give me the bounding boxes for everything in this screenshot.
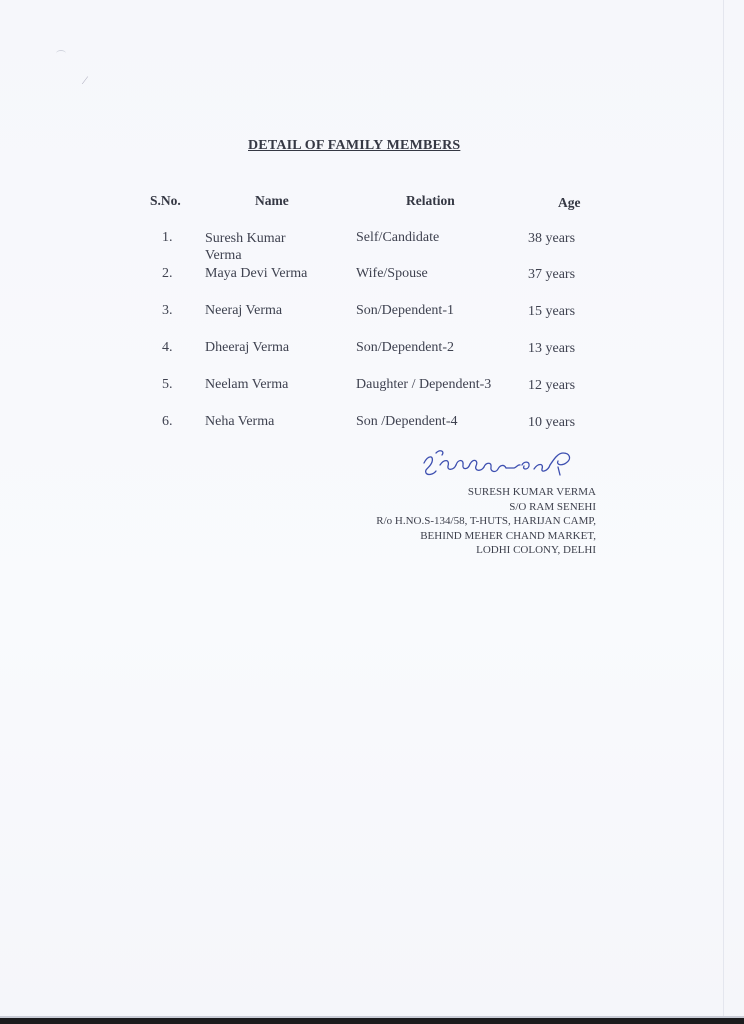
row-age: 10 years xyxy=(528,415,576,430)
page-edge xyxy=(723,0,724,1024)
row-age: 13 years xyxy=(528,341,576,356)
row-name: Maya Devi Verma xyxy=(205,266,308,281)
signatory-address xyxy=(376,485,596,558)
row-name: Neha Verma xyxy=(205,414,275,429)
row-relation: Son/Dependent-1 xyxy=(356,303,454,318)
row-relation: Daughter / Dependent-3 xyxy=(356,377,492,392)
handwritten-signature xyxy=(418,445,583,481)
header-name: Name xyxy=(255,193,289,208)
row-name: Dheeraj Verma xyxy=(205,340,290,355)
scan-border xyxy=(0,1018,744,1024)
row-name: Neeraj Verma xyxy=(205,303,283,318)
address-line: BEHIND MEHER CHAND MARKET, xyxy=(420,529,596,542)
row-name: Suresh Kumar Verma xyxy=(205,231,286,263)
row-sno: 2. xyxy=(162,266,173,281)
address-line: S/O RAM SENEHI xyxy=(509,500,596,513)
header-age: Age xyxy=(558,195,581,210)
row-age: 12 years xyxy=(528,378,576,393)
row-sno: 1. xyxy=(162,230,173,245)
row-relation: Self/Candidate xyxy=(356,230,440,245)
address-line: LODHI COLONY, DELHI xyxy=(476,544,596,556)
row-relation: Wife/Spouse xyxy=(356,266,428,281)
row-sno: 4. xyxy=(162,340,173,355)
row-age: 15 years xyxy=(528,304,576,319)
row-sno: 5. xyxy=(162,377,173,392)
row-age: 37 years xyxy=(528,267,576,282)
row-relation: Son/Dependent-2 xyxy=(356,340,454,355)
row-sno: 6. xyxy=(162,414,173,429)
address-line: SURESH KUMAR VERMA xyxy=(467,486,596,498)
document-title: DETAIL OF FAMILY MEMBERS xyxy=(248,138,461,153)
address-line: R/o H.NO.S-134/58, T-HUTS, HARIJAN CAMP, xyxy=(376,515,596,527)
scan-artifact xyxy=(56,50,66,57)
header-relation: Relation xyxy=(406,193,455,208)
row-sno: 3. xyxy=(162,303,173,318)
row-name: Neelam Verma xyxy=(205,377,289,392)
scan-artifact: ⁄ xyxy=(84,73,87,87)
row-relation: Son /Dependent-4 xyxy=(356,414,458,429)
row-age: 38 years xyxy=(528,231,576,246)
header-sno: S.No. xyxy=(150,193,181,208)
